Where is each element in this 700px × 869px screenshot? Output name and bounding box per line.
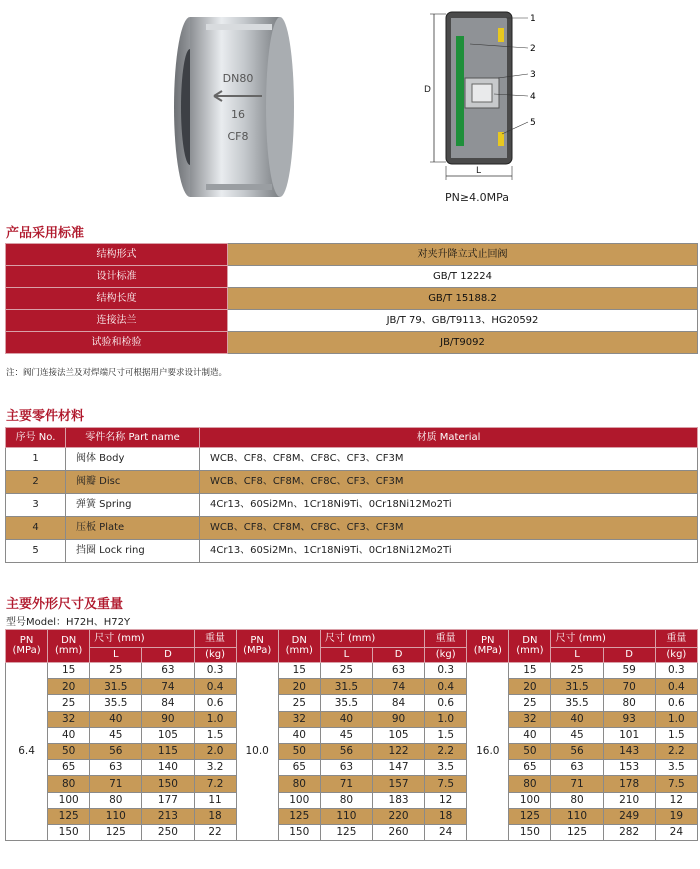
dn-value: 100 <box>509 792 551 808</box>
standard-label: 连接法兰 <box>6 310 228 332</box>
d-value: 213 <box>142 808 194 824</box>
l-value: 71 <box>90 776 142 792</box>
standard-label: 设计标准 <box>6 266 228 288</box>
weight-value: 1.0 <box>655 711 697 727</box>
header-part-name: 零件名称 Part name <box>66 428 200 448</box>
header-weight: 重量 <box>425 630 467 648</box>
table-row <box>6 808 698 824</box>
l-value: 80 <box>551 792 603 808</box>
table-row <box>6 695 698 711</box>
photo-mark-dn: DN80 <box>222 72 254 85</box>
header-dn: DN (mm) <box>278 630 320 663</box>
d-value: 93 <box>603 711 655 727</box>
pn-value: 10.0 <box>236 663 278 841</box>
table-row <box>6 824 698 840</box>
d-value: 70 <box>603 679 655 695</box>
weight-value: 12 <box>425 792 467 808</box>
model-line: 型号Model：H72H、H72Y <box>6 617 131 628</box>
dn-value: 32 <box>509 711 551 727</box>
photo-mark-material: CF8 <box>227 130 249 143</box>
l-value: 71 <box>551 776 603 792</box>
dn-value: 50 <box>48 743 90 759</box>
part-name: 弹簧 Spring <box>66 494 200 517</box>
standards-table <box>5 243 698 354</box>
weight-value: 11 <box>194 792 236 808</box>
weight-value: 22 <box>194 824 236 840</box>
dn-value: 25 <box>278 695 320 711</box>
weight-value: 2.2 <box>425 743 467 759</box>
dn-value: 100 <box>278 792 320 808</box>
weight-value: 0.4 <box>194 679 236 695</box>
part-material: WCB、CF8、CF8M、CF8C、CF3、CF3M <box>200 471 698 494</box>
dn-value: 25 <box>509 695 551 711</box>
d-value: 115 <box>142 743 194 759</box>
l-value: 35.5 <box>551 695 603 711</box>
l-value: 25 <box>90 663 142 679</box>
l-value: 56 <box>90 743 142 759</box>
header-weight-unit: (kg) <box>425 648 467 663</box>
materials-title: 主要零件材料 <box>6 409 85 424</box>
header-d: D <box>142 648 194 663</box>
header-size: 尺寸 (mm) <box>320 630 424 648</box>
l-value: 63 <box>551 760 603 776</box>
header-material: 材质 Material <box>200 428 698 448</box>
d-value: 90 <box>372 711 424 727</box>
d-value: 150 <box>142 776 194 792</box>
weight-value: 0.3 <box>425 663 467 679</box>
dn-value: 125 <box>509 808 551 824</box>
d-value: 84 <box>142 695 194 711</box>
dn-value: 65 <box>509 760 551 776</box>
d-value: 260 <box>372 824 424 840</box>
dn-value: 32 <box>278 711 320 727</box>
d-value: 250 <box>142 824 194 840</box>
dn-value: 20 <box>48 679 90 695</box>
weight-value: 19 <box>655 808 697 824</box>
pn-value: 16.0 <box>467 663 509 841</box>
d-value: 147 <box>372 760 424 776</box>
standard-label: 结构长度 <box>6 288 228 310</box>
standards-note: 注：阀门连接法兰及对焊端尺寸可根据用户要求设计制造。 <box>6 368 228 378</box>
part-no: 1 <box>6 448 66 471</box>
table-row <box>6 448 698 471</box>
d-value: 249 <box>603 808 655 824</box>
header-weight: 重量 <box>194 630 236 648</box>
standard-value: GB/T 12224 <box>228 266 698 288</box>
table-row <box>6 471 698 494</box>
weight-value: 0.4 <box>425 679 467 695</box>
part-material: WCB、CF8、CF8M、CF8C、CF3、CF3M <box>200 517 698 540</box>
pn-value: 6.4 <box>6 663 48 841</box>
table-row <box>6 776 698 792</box>
weight-value: 3.5 <box>425 760 467 776</box>
valve-section-drawing <box>410 4 560 189</box>
weight-value: 1.0 <box>425 711 467 727</box>
weight-value: 7.5 <box>655 776 697 792</box>
l-value: 40 <box>320 711 372 727</box>
d-value: 105 <box>372 727 424 743</box>
l-value: 56 <box>551 743 603 759</box>
table-row <box>6 679 698 695</box>
weight-value: 7.5 <box>425 776 467 792</box>
header-l: L <box>320 648 372 663</box>
d-value: 177 <box>142 792 194 808</box>
header-l: L <box>551 648 603 663</box>
weight-value: 24 <box>655 824 697 840</box>
header-d: D <box>603 648 655 663</box>
d-value: 63 <box>372 663 424 679</box>
materials-table <box>5 427 698 563</box>
header-weight-unit: (kg) <box>655 648 697 663</box>
dn-value: 40 <box>48 727 90 743</box>
header-pn: PN (MPa) <box>6 630 48 663</box>
table-row <box>6 266 698 288</box>
dn-value: 50 <box>509 743 551 759</box>
dim-l-label: L <box>476 166 482 176</box>
d-value: 84 <box>372 695 424 711</box>
l-value: 45 <box>320 727 372 743</box>
l-value: 45 <box>551 727 603 743</box>
d-value: 74 <box>372 679 424 695</box>
l-value: 80 <box>90 792 142 808</box>
part-no: 3 <box>6 494 66 517</box>
table-row <box>6 540 698 563</box>
weight-value: 0.4 <box>655 679 697 695</box>
pressure-caption: PN≥4.0MPa <box>445 191 509 204</box>
dn-value: 65 <box>48 760 90 776</box>
table-header-row <box>6 630 698 648</box>
part-no: 4 <box>6 517 66 540</box>
dn-value: 125 <box>278 808 320 824</box>
standard-value: JB/T9092 <box>228 332 698 354</box>
standard-label: 试验和检验 <box>6 332 228 354</box>
header-dn: DN (mm) <box>509 630 551 663</box>
dn-value: 20 <box>509 679 551 695</box>
weight-value: 0.6 <box>194 695 236 711</box>
d-value: 178 <box>603 776 655 792</box>
table-header-row <box>6 428 698 448</box>
standard-value: JB/T 79、GB/T9113、HG20592 <box>228 310 698 332</box>
table-row <box>6 663 698 679</box>
dn-value: 80 <box>48 776 90 792</box>
part-material: WCB、CF8、CF8M、CF8C、CF3、CF3M <box>200 448 698 471</box>
dn-value: 25 <box>48 695 90 711</box>
table-row <box>6 727 698 743</box>
d-value: 210 <box>603 792 655 808</box>
standard-value: 对夹升降立式止回阀 <box>228 244 698 266</box>
table-row <box>6 711 698 727</box>
callout-1: 1 <box>530 14 536 24</box>
part-name: 压板 Plate <box>66 517 200 540</box>
dn-value: 15 <box>509 663 551 679</box>
dn-value: 15 <box>278 663 320 679</box>
l-value: 63 <box>90 760 142 776</box>
d-value: 153 <box>603 760 655 776</box>
l-value: 31.5 <box>551 679 603 695</box>
l-value: 110 <box>551 808 603 824</box>
l-value: 110 <box>320 808 372 824</box>
weight-value: 18 <box>194 808 236 824</box>
weight-value: 0.6 <box>425 695 467 711</box>
weight-value: 2.0 <box>194 743 236 759</box>
header-pn: PN (MPa) <box>467 630 509 663</box>
d-value: 183 <box>372 792 424 808</box>
table-row <box>6 743 698 759</box>
dn-value: 50 <box>278 743 320 759</box>
l-value: 40 <box>90 711 142 727</box>
valve-photo <box>170 12 300 202</box>
l-value: 25 <box>551 663 603 679</box>
l-value: 35.5 <box>320 695 372 711</box>
callout-2: 2 <box>530 44 536 54</box>
header-size: 尺寸 (mm) <box>90 630 194 648</box>
header-l: L <box>90 648 142 663</box>
table-row <box>6 792 698 808</box>
dn-value: 40 <box>278 727 320 743</box>
l-value: 110 <box>90 808 142 824</box>
dn-value: 150 <box>278 824 320 840</box>
table-row <box>6 494 698 517</box>
part-name: 阀体 Body <box>66 448 200 471</box>
dn-value: 100 <box>48 792 90 808</box>
l-value: 125 <box>320 824 372 840</box>
weight-value: 1.5 <box>655 727 697 743</box>
dn-value: 125 <box>48 808 90 824</box>
weight-value: 0.6 <box>655 695 697 711</box>
header-no: 序号 No. <box>6 428 66 448</box>
header-weight-unit: (kg) <box>194 648 236 663</box>
l-value: 31.5 <box>320 679 372 695</box>
dn-value: 20 <box>278 679 320 695</box>
l-value: 56 <box>320 743 372 759</box>
part-material: 4Cr13、60Si2Mn、1Cr18Ni9Ti、0Cr18Ni12Mo2Ti <box>200 540 698 563</box>
callout-5: 5 <box>530 118 536 128</box>
dim-d-label: D <box>424 85 431 95</box>
l-value: 35.5 <box>90 695 142 711</box>
l-value: 125 <box>551 824 603 840</box>
dn-value: 32 <box>48 711 90 727</box>
table-row <box>6 517 698 540</box>
table-header-row <box>6 648 698 663</box>
part-material: 4Cr13、60Si2Mn、1Cr18Ni9Ti、0Cr18Ni12Mo2Ti <box>200 494 698 517</box>
weight-value: 12 <box>655 792 697 808</box>
d-value: 157 <box>372 776 424 792</box>
d-value: 143 <box>603 743 655 759</box>
weight-value: 24 <box>425 824 467 840</box>
part-name: 挡圈 Lock ring <box>66 540 200 563</box>
table-row <box>6 288 698 310</box>
weight-value: 18 <box>425 808 467 824</box>
dimensions-table <box>5 629 698 841</box>
part-no: 5 <box>6 540 66 563</box>
header-weight: 重量 <box>655 630 697 648</box>
standards-title: 产品采用标准 <box>6 226 85 241</box>
d-value: 80 <box>603 695 655 711</box>
d-value: 105 <box>142 727 194 743</box>
header-dn: DN (mm) <box>48 630 90 663</box>
weight-value: 1.5 <box>194 727 236 743</box>
header-size: 尺寸 (mm) <box>551 630 655 648</box>
l-value: 71 <box>320 776 372 792</box>
part-name: 阀瓣 Disc <box>66 471 200 494</box>
dn-value: 15 <box>48 663 90 679</box>
callout-4: 4 <box>530 92 536 102</box>
l-value: 45 <box>90 727 142 743</box>
table-row <box>6 310 698 332</box>
d-value: 282 <box>603 824 655 840</box>
table-row <box>6 760 698 776</box>
standard-label: 结构形式 <box>6 244 228 266</box>
table-row <box>6 244 698 266</box>
d-value: 90 <box>142 711 194 727</box>
d-value: 122 <box>372 743 424 759</box>
weight-value: 2.2 <box>655 743 697 759</box>
dn-value: 80 <box>509 776 551 792</box>
standard-value: GB/T 15188.2 <box>228 288 698 310</box>
l-value: 40 <box>551 711 603 727</box>
weight-value: 3.2 <box>194 760 236 776</box>
weight-value: 1.0 <box>194 711 236 727</box>
weight-value: 0.3 <box>194 663 236 679</box>
d-value: 74 <box>142 679 194 695</box>
dn-value: 150 <box>48 824 90 840</box>
dn-value: 40 <box>509 727 551 743</box>
d-value: 101 <box>603 727 655 743</box>
weight-value: 0.3 <box>655 663 697 679</box>
d-value: 220 <box>372 808 424 824</box>
table-row <box>6 332 698 354</box>
header-pn: PN (MPa) <box>236 630 278 663</box>
l-value: 63 <box>320 760 372 776</box>
dn-value: 65 <box>278 760 320 776</box>
d-value: 59 <box>603 663 655 679</box>
dimensions-title: 主要外形尺寸及重量 <box>6 597 124 612</box>
photo-mark-pn: 16 <box>231 108 245 121</box>
l-value: 80 <box>320 792 372 808</box>
dn-value: 80 <box>278 776 320 792</box>
l-value: 31.5 <box>90 679 142 695</box>
header-d: D <box>372 648 424 663</box>
dn-value: 150 <box>509 824 551 840</box>
l-value: 25 <box>320 663 372 679</box>
weight-value: 3.5 <box>655 760 697 776</box>
weight-value: 1.5 <box>425 727 467 743</box>
d-value: 63 <box>142 663 194 679</box>
callout-3: 3 <box>530 70 536 80</box>
d-value: 140 <box>142 760 194 776</box>
l-value: 125 <box>90 824 142 840</box>
weight-value: 7.2 <box>194 776 236 792</box>
part-no: 2 <box>6 471 66 494</box>
